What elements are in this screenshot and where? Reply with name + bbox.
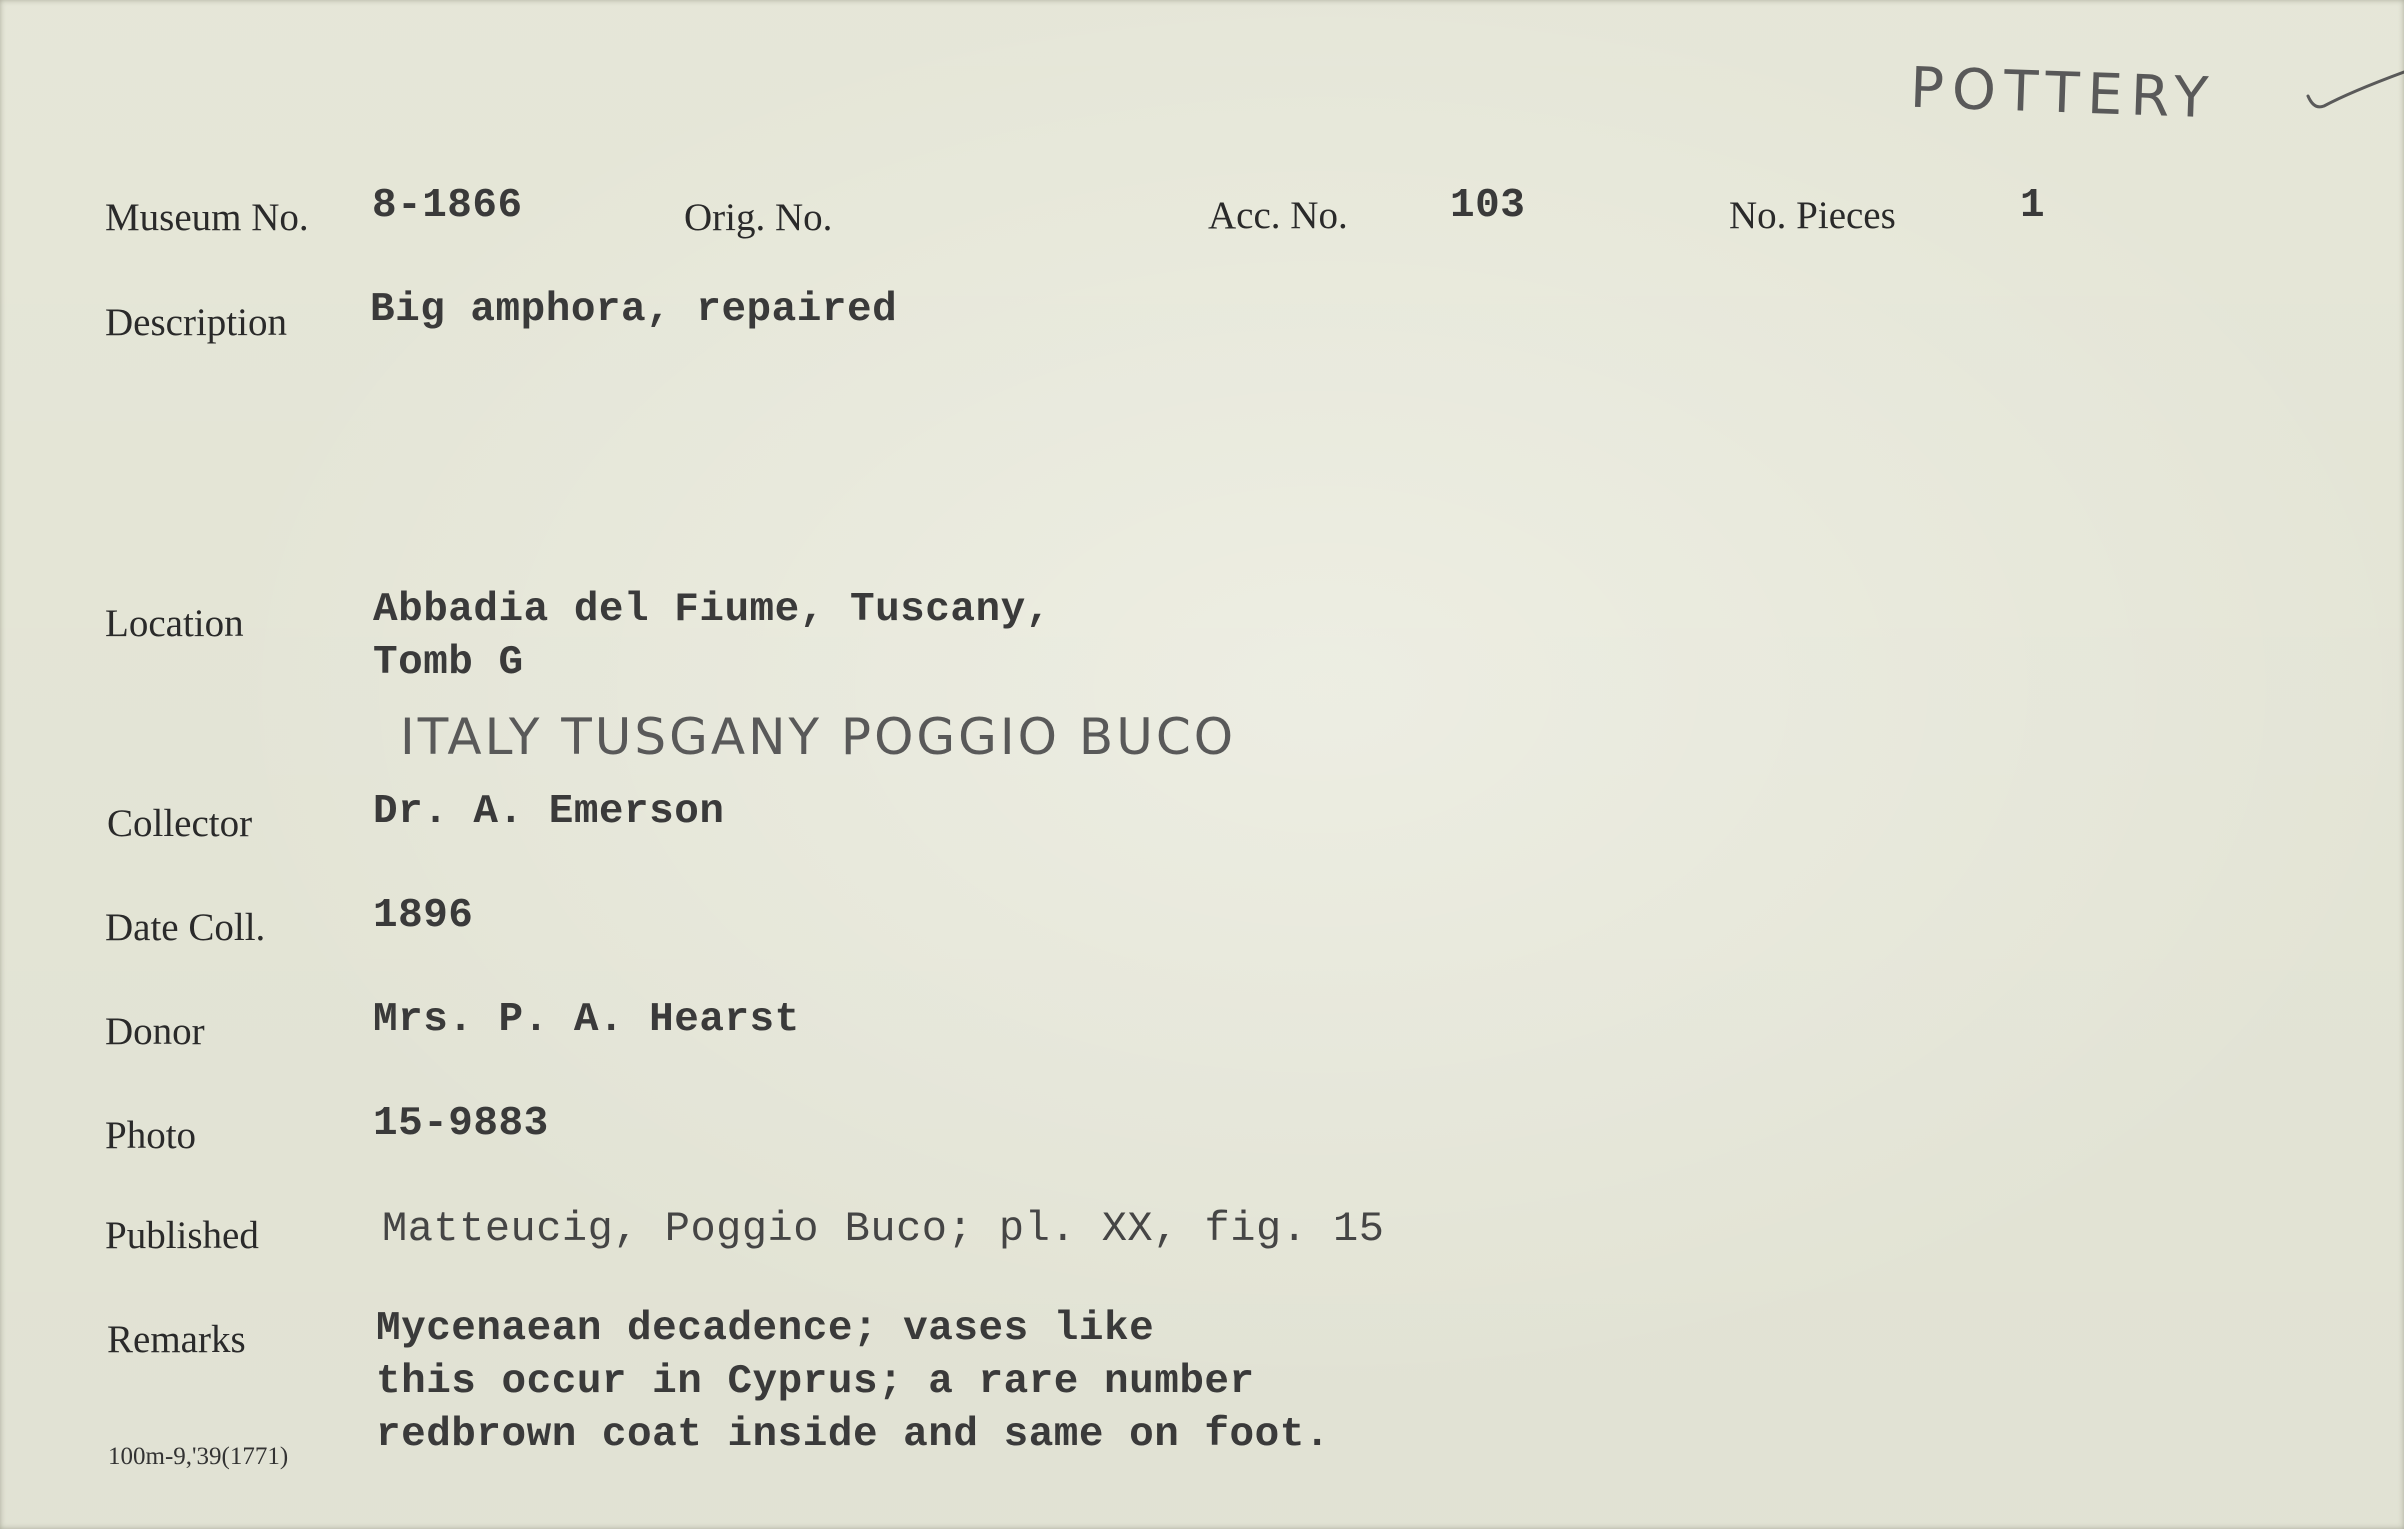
museum-no-label: Museum No. — [105, 196, 309, 239]
date-coll-value: 1896 — [373, 893, 474, 939]
acc-no-value: 103 — [1450, 183, 1526, 229]
donor-label: Donor — [105, 1010, 205, 1053]
description-label: Description — [105, 301, 287, 344]
collector-label: Collector — [107, 802, 253, 845]
description-value: Big amphora, repaired — [370, 287, 898, 333]
donor-value: Mrs. P. A. Hearst — [373, 997, 800, 1043]
location-label: Location — [105, 602, 244, 645]
remarks-value: Mycenaean decadence; vases like this occur in Cyprus; a rare number redbrown coat inside and same on foot. — [376, 1306, 1330, 1458]
museum-no-value: 8-1866 — [372, 183, 523, 229]
collector-value: Dr. A. Emerson — [373, 789, 725, 835]
photo-label: Photo — [105, 1114, 197, 1157]
acc-no-label: Acc. No. — [1208, 194, 1348, 237]
remarks-label: Remarks — [107, 1318, 246, 1361]
form-code: 100m-9,'39(1771) — [108, 1443, 289, 1470]
no-pieces-label: No. Pieces — [1729, 194, 1896, 237]
category-stamp: POTTERY — [1908, 55, 2218, 132]
published-label: Published — [105, 1214, 259, 1257]
photo-value: 15-9883 — [373, 1101, 549, 1147]
region-stamp: ITALY TUSGANY POGGIO BUCO — [400, 708, 1237, 766]
date-coll-label: Date Coll. — [105, 906, 266, 949]
check-mark-icon — [2300, 66, 2404, 126]
no-pieces-value: 1 — [2020, 183, 2046, 229]
orig-no-label: Orig. No. — [684, 196, 833, 239]
location-value: Abbadia del Fiume, Tuscany, Tomb G — [373, 587, 1051, 686]
published-value: Matteucig, Poggio Buco; pl. XX, fig. 15 — [382, 1205, 1385, 1253]
